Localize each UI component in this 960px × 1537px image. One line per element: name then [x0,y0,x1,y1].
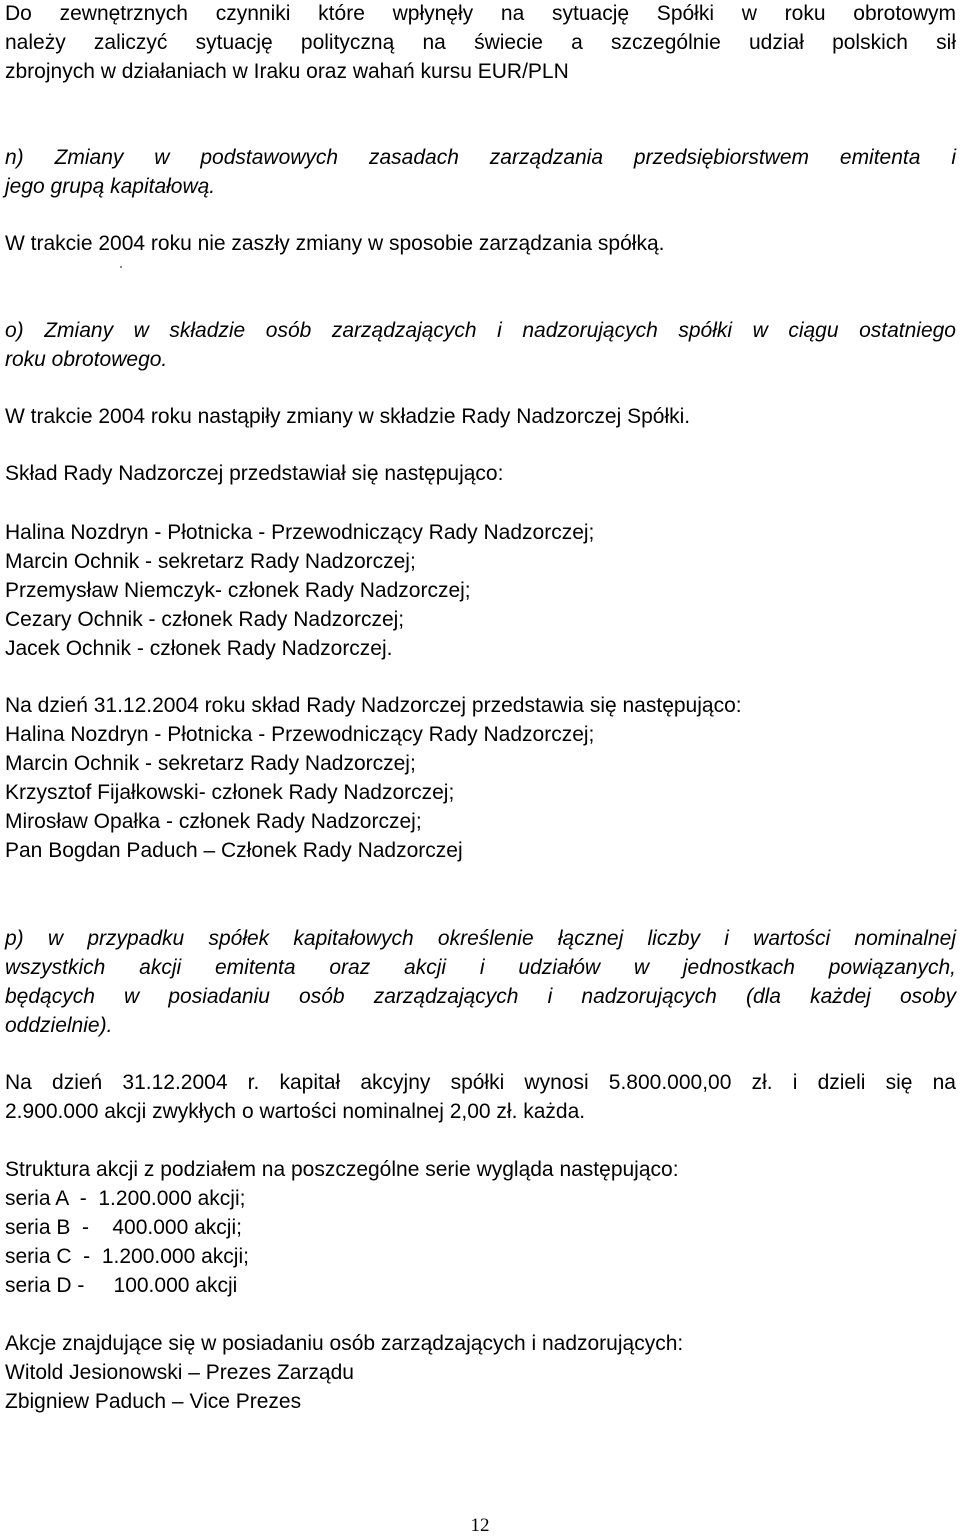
intro-line: Do zewnętrznych czynniki które wpłynęły na sytuację Spółki w roku obrotowym [5,2,956,25]
structure-intro: Struktura akcji z podziałem na poszczególne serie wygląda następująco: [5,1158,679,1181]
section-n-heading: jego grupą kapitałową. [5,175,216,198]
intro-line: zbrojnych w działaniach w Iraku oraz wahań kursu EUR/PLN [5,60,569,83]
series-line: seria C - 1.200.000 akcji; [5,1245,249,1268]
board-member-line: Przemysław Niemczyk- członek Rady Nadzorczej; [5,579,471,602]
board-intro: Skład Rady Nadzorczej przedstawiał się następująco: [5,462,504,485]
series-line: seria D - 100.000 akcji [5,1274,238,1297]
board-member-line: Marcin Ochnik - sekretarz Rady Nadzorczej; [5,752,416,775]
holder-line: Witold Jesionowski – Prezes Zarządu [5,1361,354,1384]
series-line: seria A - 1.200.000 akcji; [5,1187,246,1210]
section-p-heading: p) w przypadku spółek kapitałowych określenie łącznej liczby i wartości nominalnej [5,927,956,950]
stray-dot [120,266,122,268]
section-n-text: W trakcie 2004 roku nie zaszły zmiany w sposobie zarządzania spółką. [5,232,665,255]
board-member-line: Cezary Ochnik - członek Rady Nadzorczej; [5,608,405,631]
board-after-intro: Na dzień 31.12.2004 roku skład Rady Nadzorczej przedstawia się następująco: [5,694,742,717]
intro-line: należy zaliczyć sytuację polityczną na świecie a szczególnie udział polskich sił [5,31,956,54]
board-member-line: Jacek Ochnik - członek Rady Nadzorczej. [5,637,393,660]
board-member-line: Mirosław Opałka - członek Rady Nadzorczej; [5,810,422,833]
section-p-heading: wszystkich akcji emitenta oraz akcji i udziałów w jednostkach powiązanych, [5,956,956,979]
holders-intro: Akcje znajdujące się w posiadaniu osób zarządzających i nadzorujących: [5,1332,684,1355]
holder-line: Zbigniew Paduch – Vice Prezes [5,1390,302,1413]
board-member-line: Pan Bogdan Paduch – Członek Rady Nadzorczej [5,839,463,862]
board-member-line: Marcin Ochnik - sekretarz Rady Nadzorczej; [5,550,416,573]
page-number: 12 [470,1515,490,1536]
capital-line: 2.900.000 akcji zwykłych o wartości nominalnej 2,00 zł. każda. [5,1100,586,1123]
series-line: seria B - 400.000 akcji; [5,1216,242,1239]
section-o-text: W trakcie 2004 roku nastąpiły zmiany w składzie Rady Nadzorczej Spółki. [5,405,691,428]
capital-line: Na dzień 31.12.2004 r. kapitał akcyjny spółki wynosi 5.800.000,00 zł. i dzieli się na [5,1071,956,1094]
section-n-heading: n) Zmiany w podstawowych zasadach zarządzania przedsiębiorstwem emitenta i [5,146,956,169]
section-o-heading: roku obrotowego. [5,348,168,371]
board-member-line: Halina Nozdryn - Płotnicka - Przewodniczący Rady Nadzorczej; [5,723,595,746]
section-p-heading: oddzielnie). [5,1014,113,1037]
board-member-line: Halina Nozdryn - Płotnicka - Przewodniczący Rady Nadzorczej; [5,521,595,544]
section-o-heading: o) Zmiany w składzie osób zarządzających i nadzorujących spółki w ciągu ostatniego [5,319,956,342]
section-p-heading: będących w posiadaniu osób zarządzających i nadzorujących (dla każdej osoby [5,985,956,1008]
board-member-line: Krzysztof Fijałkowski- członek Rady Nadzorczej; [5,781,455,804]
